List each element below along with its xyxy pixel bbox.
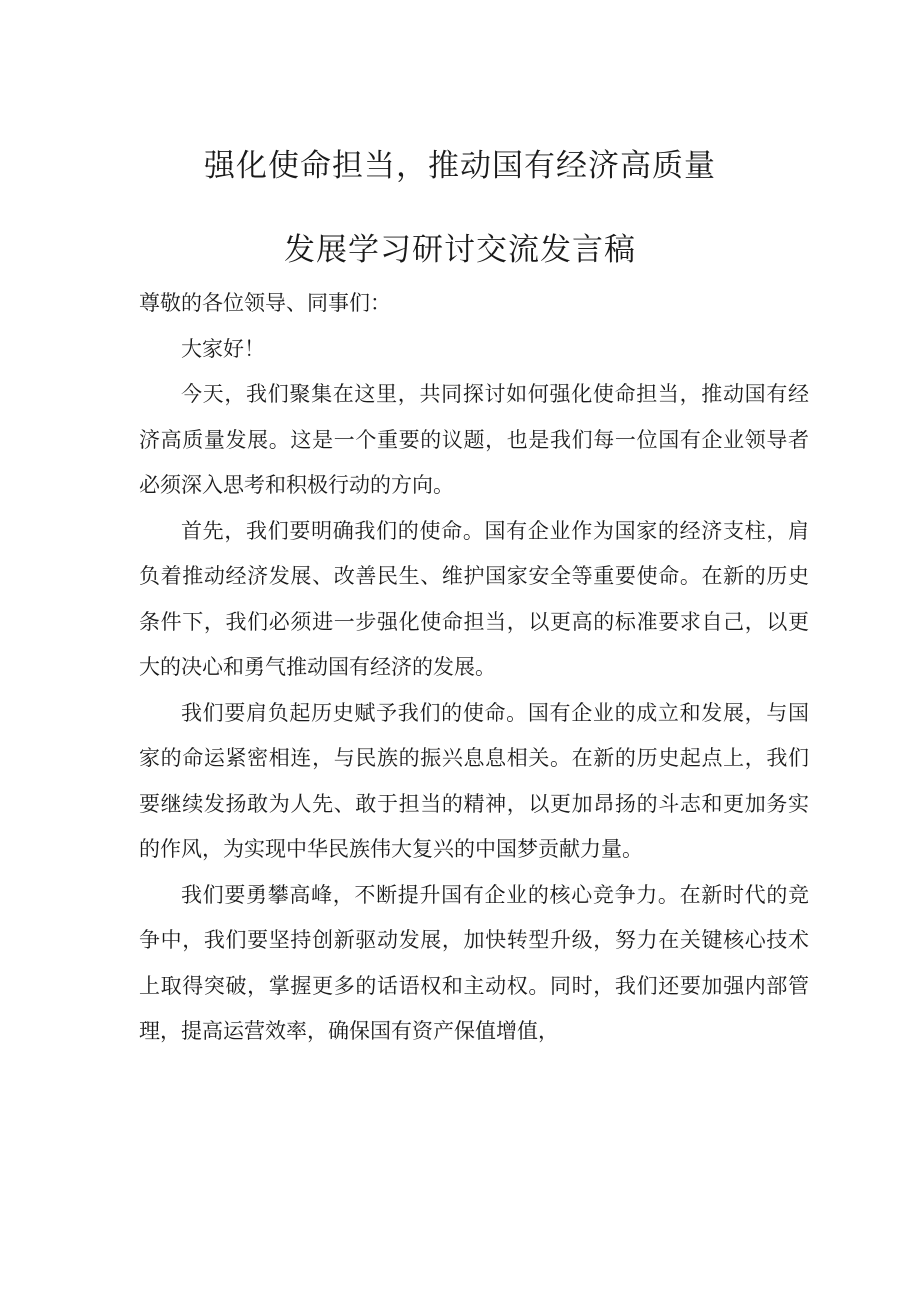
paragraph-1: 今天，我们聚集在这里，共同探讨如何强化使命担当，推动国有经济高质量发展。这是一个重要的议题，也是我们每一位国有企业领导者必须深入思考和积极行动的方向。 — [139, 382, 809, 497]
paragraph-3: 我们要肩负起历史赋予我们的使命。国有企业的成立和发展，与国家的命运紧密相连，与民族的振兴息息相关。在新的历史起点上，我们要继续发扬敢为人先、敢于担当的精神，以更加昂扬的斗志和更加务实的作风，为实现中华民族伟大复兴的中国梦贡献力量。 — [139, 700, 809, 861]
greeting: 大家好！ — [181, 336, 265, 361]
salutation: 尊敬的各位领导、同事们： — [139, 291, 391, 315]
document-title-line-1: 强化使命担当，推动国有经济高质量 — [204, 148, 716, 184]
document-body — [139, 281, 809, 1055]
document-title-line-2: 发展学习研讨交流发言稿 — [284, 232, 636, 268]
paragraph-2: 首先，我们要明确我们的使命。国有企业作为国家的经济支柱，肩负着推动经济发展、改善民生、维护国家安全等重要使命。在新的历史条件下，我们必须进一步强化使命担当，以更高的标准要求自己，以更大的决心和勇气推动国有经济的发展。 — [139, 518, 809, 679]
paragraph-4: 我们要勇攀高峰，不断提升国有企业的核心竞争力。在新时代的竞争中，我们要坚持创新驱动发展，加快转型升级，努力在关键核心技术上取得突破，掌握更多的话语权和主动权。同时，我们还要加强内部管理，提高运营效率，确保国有资产保值增值， — [139, 882, 809, 1043]
